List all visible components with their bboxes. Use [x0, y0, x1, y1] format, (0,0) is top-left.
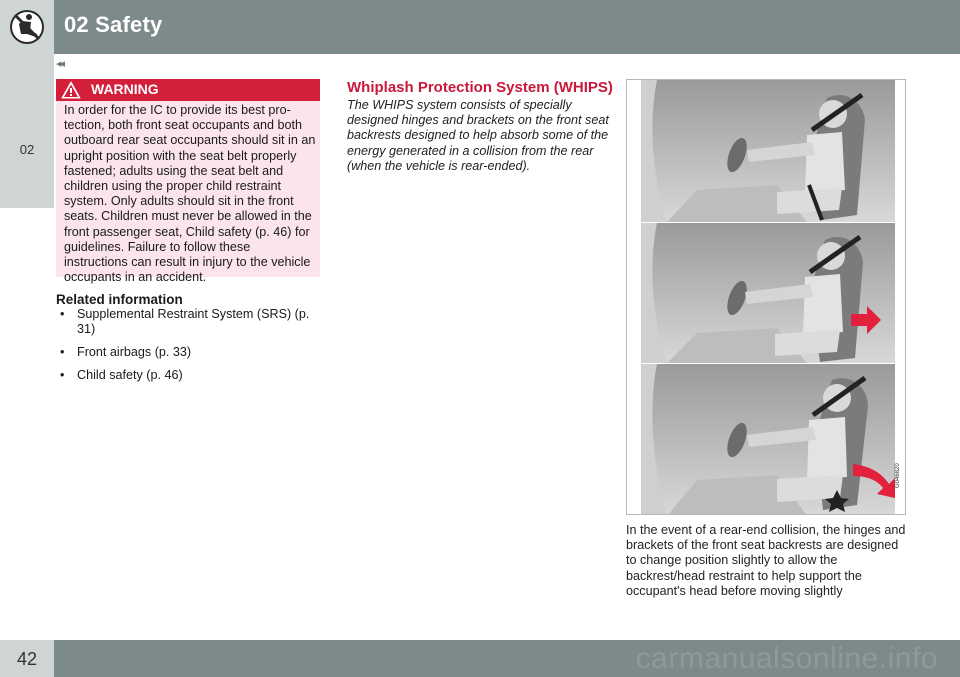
whips-section-title: Whiplash Protection System (WHIPS)	[347, 79, 613, 96]
chapter-icon-box	[0, 0, 54, 54]
whips-panel-normal	[641, 80, 895, 222]
warning-box	[56, 79, 320, 285]
figure-code: G046820	[895, 463, 901, 488]
related-information-list	[56, 307, 316, 391]
whips-intro: The WHIPS system consists of specially designed hinges and brackets on the front seat backrests designed to help absorb some of the energy generated in a collision from the rear (when the vehicle is rear-ended).	[347, 98, 609, 173]
chapter-title: 02 Safety	[64, 12, 163, 37]
warning-header-bar	[56, 79, 320, 101]
whips-panel-seat-tilt	[641, 364, 895, 515]
seat-occupant-safety-icon	[7, 7, 47, 47]
chapter-side-tab[interactable]	[0, 54, 54, 208]
whips-illustration	[626, 79, 906, 515]
related-link-front-airbags[interactable]	[56, 345, 316, 360]
warning-triangle-icon	[61, 81, 81, 99]
whips-panel-rear-impact	[641, 223, 895, 363]
page-number: 42	[16, 649, 38, 669]
related-link-label: Front airbags (p. 33)	[77, 345, 192, 359]
related-link-label: Supplemental Restraint System (SRS) (p. 31)	[77, 307, 310, 336]
bullet: •	[60, 345, 65, 359]
double-chevron-left-icon[interactable]: ◂◂	[56, 58, 64, 70]
related-link-srs[interactable]	[56, 307, 316, 337]
chapter-side-tab-label: 02	[19, 142, 35, 157]
bullet: •	[60, 368, 65, 382]
related-information-heading: Related information	[56, 292, 183, 307]
watermark: carmanualsonline.info	[635, 642, 938, 675]
bullet: •	[60, 307, 65, 321]
warning-text: In order for the IC to provide its best pro-tection, both front seat occupants and both outboard rear seat occupants should sit in an upright position with the seat belt properly fastened; adults using the seat belt and children using the proper child restraint system. Only adults should sit in the front seats. Children must never be allowed in the front passenger seat, Child safety (p. 46) for guidelines. Failure to follow these instructions can result in injury to the vehicle occupants in an accident.	[64, 103, 316, 285]
related-link-label: Child safety (p. 46)	[77, 368, 183, 382]
warning-title: WARNING	[91, 81, 159, 97]
related-link-child-safety[interactable]	[56, 368, 316, 383]
whips-crash-test-illustration	[627, 80, 906, 515]
whips-body-text: In the event of a rear-end collision, the hinges and brackets of the front seat backrests are designed to change position slightly to allow the backrest/head restraint to help support the occupant's head before moving slightly	[626, 523, 906, 598]
